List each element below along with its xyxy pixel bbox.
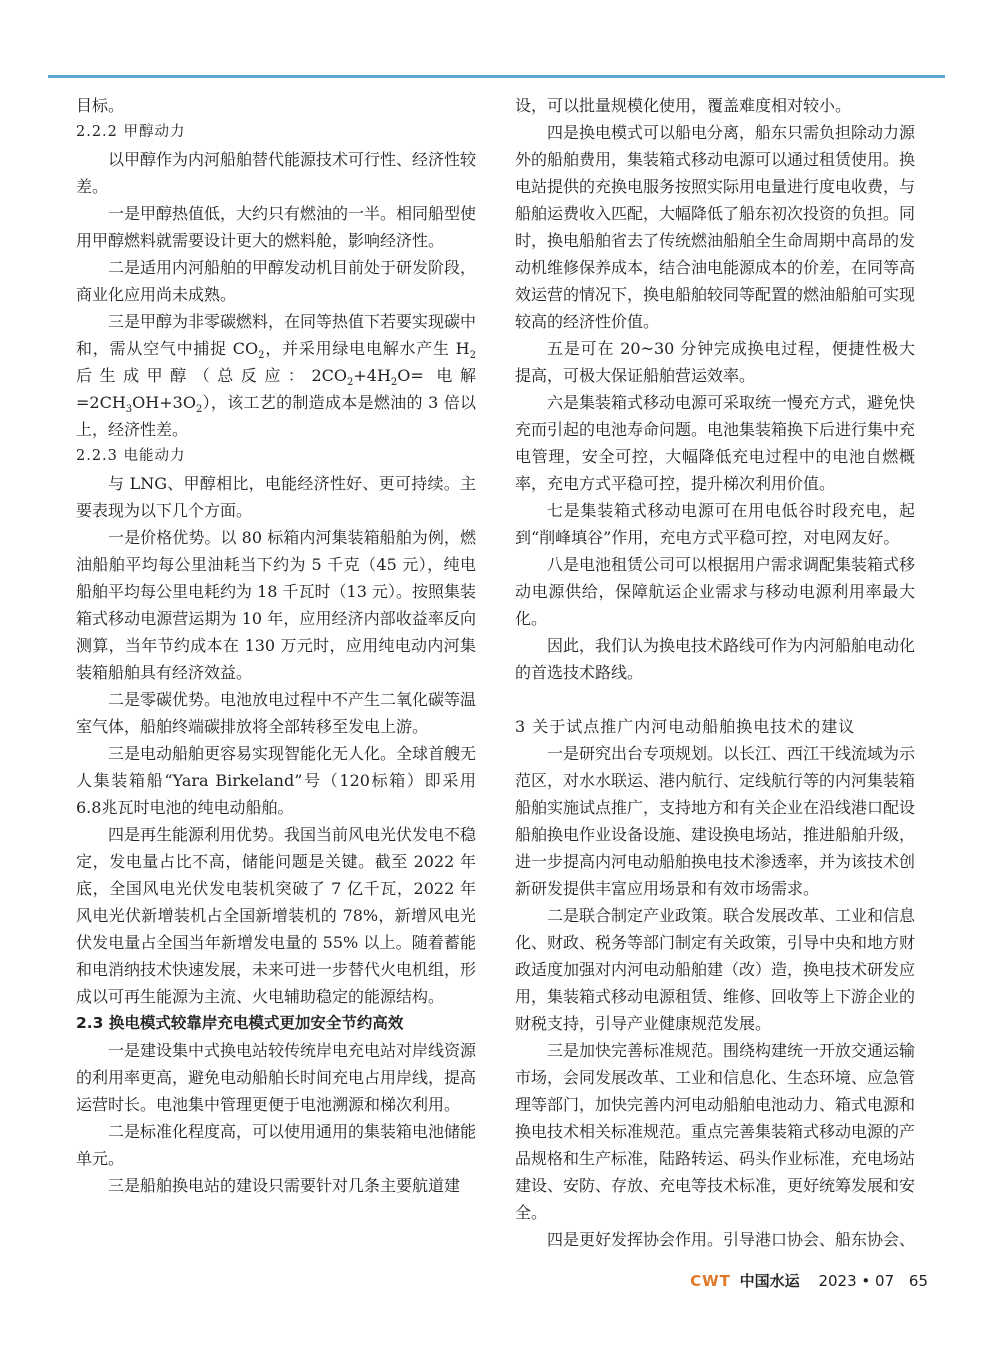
section-heading-2-3: 2.3 换电模式较靠岸充电模式更加安全节约高效	[76, 1014, 404, 1032]
paragraph: 五是可在 20~30 分钟完成换电过程，便捷性极大提高，可极大保证船舶营运效率。	[515, 339, 915, 385]
header-rule	[48, 75, 945, 78]
section-heading-2-2-3: 2.2.3 电能动力	[76, 448, 186, 464]
paragraph: 二是适用内河船舶的甲醇发动机目前处于研发阶段，商业化应用尚未成熟。	[76, 258, 477, 304]
paragraph: 一是甲醇热值低，大约只有燃油的一半。相同船型使用甲醇燃料就需要设计更大的燃料舱，影响经济性。	[76, 204, 477, 250]
page-number: 65	[908, 1272, 928, 1290]
paragraph: 二是联合制定产业政策。联合发展改革、工业和信息化、财政、税务等部门制定有关政策，引导中央和地方财政适度加强对内河电动船舶建（改）造，换电技术研发应用，集装箱式移动电源租赁、维修、回收等上下游企业的财税支持，引导产业健康规范发展。	[515, 906, 916, 1033]
section-heading-3: 3 关于试点推广内河电动船舶换电技术的建议	[515, 717, 856, 736]
section-gap	[515, 686, 915, 713]
paragraph: 一是价格优势。以 80 标箱内河集装箱船舶为例，燃油船舶平均每公里油耗当下约为 5 千克（45 元），纯电船舶平均每公里电耗约为 18 千瓦时（13 元）。按照集装箱式移动电源营运期为 10 年，应用经济内部收益率反向测算，当年节约成本在 130 万元时，应用纯电动内河集装箱船舶具有经济效益。	[76, 528, 476, 682]
paragraph: 六是集装箱式移动电源可采取统一慢充方式，避免快充而引起的电池寿命问题。电池集装箱换下后进行集中充电管理，安全可控，大幅降低充电过程中的电池自燃概率，充电方式平稳可控，提升梯次利用价值。	[515, 393, 916, 493]
paragraph: 四是换电模式可以船电分离，船东只需负担除动力源外的船舶费用，集装箱式移动电源可以通过租赁使用。换电站提供的充换电服务按照实际用电量进行度电收费，与船舶运费收入匹配，大幅降低了船东初次投资的负担。同时，换电船舶省去了传统燃油船舶全生命周期中高昂的发动机维修保养成本，结合油电能源成本的价差，在同等高效运营的情况下，换电船舶较同等配置的燃油船舶可实现较高的经济性价值。	[515, 123, 916, 331]
paragraph: 二是零碳优势。电池放电过程中不产生二氧化碳等温室气体，船舶终端碳排放将全部转移至发电上游。	[76, 690, 477, 736]
paragraph: 四是再生能源利用优势。我国当前风电光伏发电不稳定，发电量占比不高，储能问题是关键。截至 2022 年底，全国风电光伏发电装机突破了 7 亿千瓦，2022 年风电光伏新增装机占全国新增装机的 78%，新增风电光伏发电量占全国当年新增发电量的 55% 以上。随着蓄能和电消纳技术快速发展，未来可进一步替代火电机组，形成以可再生能源为主流、火电辅助稳定的能源结构。	[76, 825, 477, 1006]
section-heading-2-2-2: 2.2.2 甲醇动力	[76, 124, 186, 140]
paragraph: 设，可以批量规模化使用，覆盖难度相对较小。	[515, 96, 852, 115]
paragraph: 三是船舶换电站的建设只需要针对几条主要航道建	[108, 1176, 461, 1195]
brand-logo-text: CWT	[690, 1272, 731, 1290]
page-footer	[690, 1270, 928, 1291]
left-column	[76, 92, 476, 1199]
paragraph: 七是集装箱式移动电源可在用电低谷时段充电，起到“削峰填谷”作用，充电方式平稳可控，对电网友好。	[515, 501, 915, 547]
issue-number: 2023 • 07	[818, 1272, 895, 1290]
paragraph: 三是电动船舶更容易实现智能化无人化。全球首艘无人集装箱船“Yara Birkeland”号（120标箱）即采用6.8兆瓦时电池的纯电动船舶。	[76, 744, 477, 817]
paragraph: 二是标准化程度高，可以使用通用的集装箱电池储能单元。	[76, 1122, 477, 1168]
paragraph: 因此，我们认为换电技术路线可作为内河船舶电动化的首选技术路线。	[515, 636, 916, 682]
paragraph-methanol-formula: 三是甲醇为非零碳燃料，在同等热值下若要实现碳中和，需从空气中捕捉 $CO_2$，并采用绿电电解水产生 $H_2$ 后生成甲醇（总反应：$2CO_2+4H_2O=$ 电解 $=2CH_3OH+3O_2$），该工艺的制造成本是燃油的 3 倍以上，经济性差。	[76, 312, 477, 439]
paragraph: 一是研究出台专项规划。以长江、西江干线流域为示范区，对水水联运、港内航行、定线航行等的内河集装箱船舶实施试点推广，支持地方和有关企业在沿线港口配设船舶换电作业设备设施、建设换电场站，推进船舶升级，进一步提高内河电动船舶换电技术渗透率，并为该技术创新研发提供丰富应用场景和有效市场需求。	[515, 744, 916, 898]
paragraph: 三是加快完善标准规范。围绕构建统一开放交通运输市场，会同发展改革、工业和信息化、生态环境、应急管理等部门，加快完善内河电动船舶电池动力、箱式电源和换电技术相关标准规范。重点完善集装箱式移动电源的产品规格和生产标准，陆路转运、码头作业标准，充电场站建设、安防、存放、充电等技术标准，更好统筹发展和安全。	[515, 1041, 916, 1222]
paragraph: 一是建设集中式换电站较传统岸电充电站对岸线资源的利用率更高，避免电动船舶长时间充电占用岸线，提高运营时长。电池集中管理更便于电池溯源和梯次利用。	[76, 1041, 477, 1114]
paragraph: 以甲醇作为内河船舶替代能源技术可行性、经济性较差。	[76, 150, 477, 196]
paragraph: 目标。	[76, 96, 125, 115]
right-column	[515, 92, 915, 1253]
paragraph: 八是电池租赁公司可以根据用户需求调配集装箱式移动电源供给，保障航运企业需求与移动电源利用率最大化。	[515, 555, 916, 628]
paragraph: 四是更好发挥协会作用。引导港口协会、船东协会、	[547, 1230, 916, 1249]
magazine-name: 中国水运	[739, 1272, 800, 1290]
paragraph: 与 LNG、甲醇相比，电能经济性好、更可持续。主要表现为以下几个方面。	[76, 474, 476, 520]
